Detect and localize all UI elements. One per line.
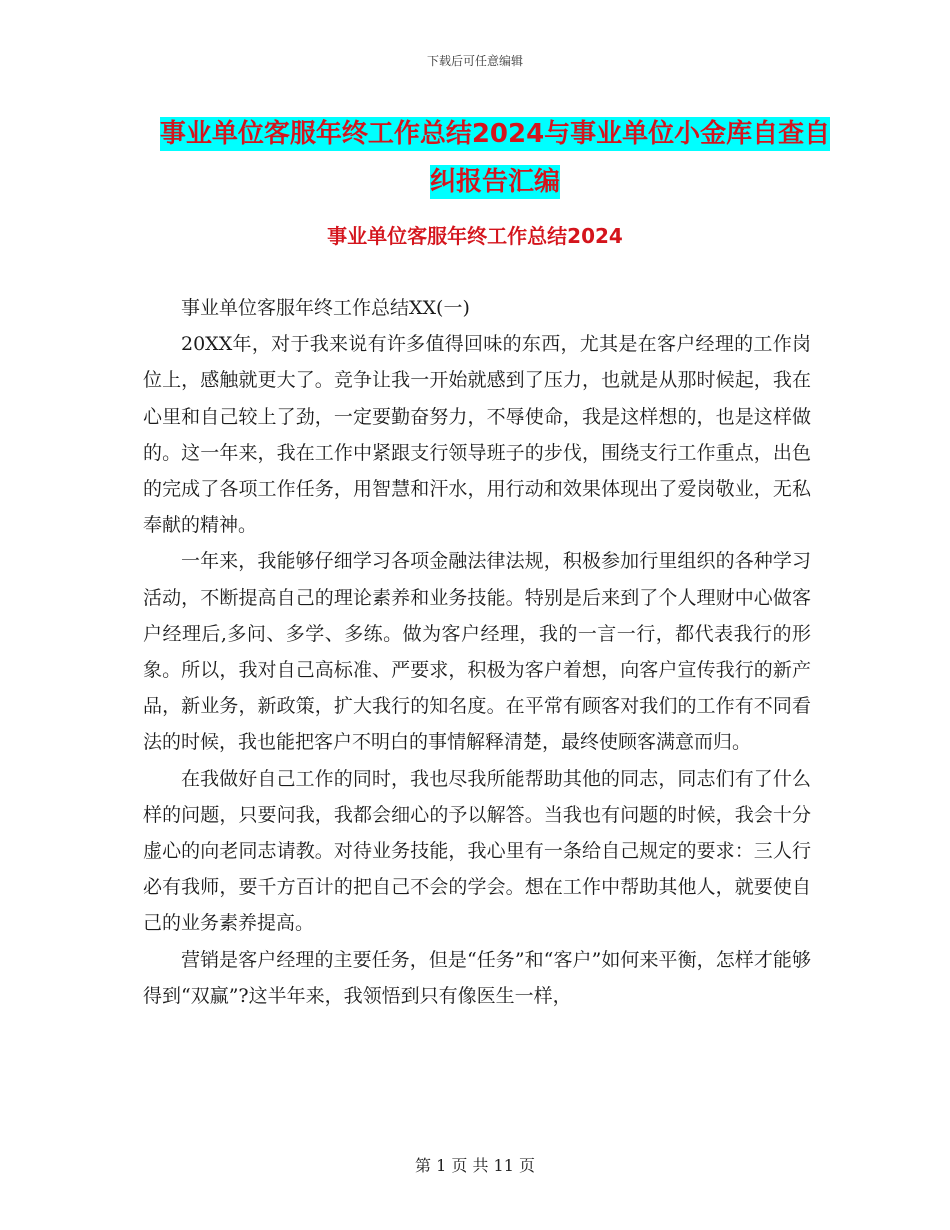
section-title: 事业单位客服年终工作总结2024 bbox=[327, 224, 623, 248]
document-body bbox=[143, 290, 811, 1014]
paragraph: 营销是客户经理的主要任务，但是“任务”和“客户”如何来平衡，怎样才能够得到“双赢”?这半年来，我领悟到只有像医生一样， bbox=[143, 948, 811, 1007]
paragraph: 一年来，我能够仔细学习各项金融法律法规，积极参加行里组织的各种学习活动，不断提高自己的理论素养和业务技能。特别是后来到了个人理财中心做客户经理后,多问、多学、多练。做为客户经理，我的一言一行，都代表我行的形象。所以，我对自己高标准、严要求，积极为客户着想，向客户宣传我行的新产品，新业务，新政策，扩大我行的知名度。在平常有顾客对我们的工作有不同看法的时候，我也能把客户不明白的事情解释清楚，最终使顾客满意而归。 bbox=[143, 550, 811, 754]
main-title-highlight: 事业单位客服年终工作总结2024与事业单位小金库自查自纠报告汇编 bbox=[159, 119, 831, 197]
paragraph: 在我做好自己工作的同时，我也尽我所能帮助其他的同志，同志们有了什么样的问题，只要问我，我都会细心的予以解答。当我也有问题的时候，我会十分虚心的向老同志请教。对待业务技能，我心里有一条给自己规定的要求：三人行必有我师，要千方百计的把自己不会的学会。想在工作中帮助其他人，就要使自己的业务素养提高。 bbox=[143, 767, 811, 935]
paragraph: 20XX年，对于我来说有许多值得回味的东西，尤其是在客户经理的工作岗位上，感触就更大了。竞争让我一开始就感到了压力，也就是从那时候起，我在心里和自己较上了劲，一定要勤奋努力，不辱使命，我是这样想的，也是这样做的。这一年来，我在工作中紧跟支行领导班子的步伐，围绕支行工作重点，出色的完成了各项工作任务，用智慧和汗水，用行动和效果体现出了爱岗敬业，无私奉献的精神。 bbox=[143, 333, 811, 537]
page-number-footer: 第 1 页 共 11 页 bbox=[415, 1156, 535, 1175]
page-header-note: 下载后可任意编辑 bbox=[426, 54, 523, 68]
document-main-title bbox=[150, 110, 840, 206]
paragraph-subtitle: 事业单位客服年终工作总结XX(一) bbox=[181, 297, 470, 319]
